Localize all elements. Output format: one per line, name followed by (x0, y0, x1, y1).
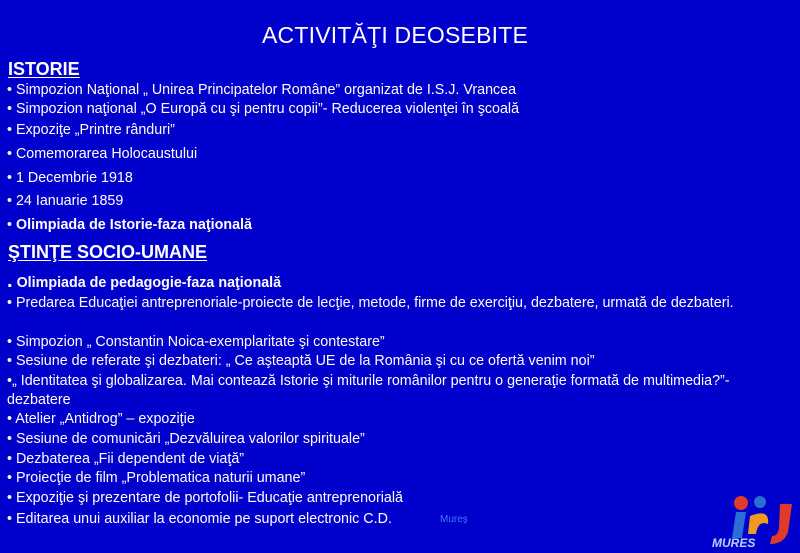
list-item: • 24 Ianuarie 1859 (7, 193, 124, 209)
olimpiada-pedagogie-label: Olimpiada de pedagogie-faza naţională (16, 275, 282, 291)
list-item: • Simpozion Naţional „ Unirea Principatelor Române” organizat de I.S.J. Vrancea (7, 82, 517, 98)
list-item: •„ Identitatea şi globalizarea. Mai contează Istorie şi miturile românilor pentru o generaţie formată de multimedia?”- dezbatere (7, 373, 730, 408)
list-item: • Expoziţie şi prezentare de portofolii- Educaţie antreprenorială (7, 490, 404, 506)
list-item: • Simpozion „ Constantin Noica-exemplaritate şi contestare” (7, 334, 385, 350)
section-heading-socio-umane: ŞTINŢE SOCIO-UMANE (8, 242, 208, 262)
section-heading-istorie: ISTORIE (8, 59, 80, 79)
list-item-olimpiada-pedagogie (7, 272, 281, 293)
list-item: • Dezbaterea „Fii dependent de viaţă” (7, 451, 245, 467)
list-item: • Atelier „Antidrog” – expoziţie (7, 411, 195, 427)
logo-icon (710, 494, 798, 550)
olimpiada-istorie-label: Olimpiada de Istorie-faza naţională (15, 217, 252, 233)
list-item: • Editarea unui auxiliar la economie pe suport electronic C.D. (7, 511, 392, 527)
list-item: • Sesiune de referate şi dezbateri: „ Ce aşteaptă UE de la România şi cu ce ofertă venim noi” (7, 353, 595, 369)
list-item: • Proiecţie de film „Problematica naturii umane” (7, 470, 306, 486)
list-item: • Sesiune de comunicări „Dezvăluirea valorilor spirituale” (7, 431, 365, 447)
list-item: • Comemorarea Holocaustului (7, 146, 198, 162)
list-item: • Simpozion naţional „O Europă cu şi pentru copii”- Reducerea violenţei în şcoală (7, 101, 520, 117)
slide-title: ACTIVITĂŢI DEOSEBITE (262, 22, 528, 48)
list-item: • 1 Decembrie 1918 (7, 170, 133, 186)
bullet: • (7, 217, 16, 233)
list-item-olimpiada-istorie (7, 216, 252, 235)
list-item: • Predarea Educaţiei antreprenoriale-proiecte de lecţie, metode, firme de exerciţiu, dezbatere, urmată de dezbateri. (7, 295, 734, 311)
logo-text: MURES (712, 536, 756, 550)
list-item: • Expoziţe „Printre rânduri” (7, 122, 175, 138)
footer-text: Mureş (440, 514, 468, 525)
bullet-dot: . (7, 270, 13, 292)
